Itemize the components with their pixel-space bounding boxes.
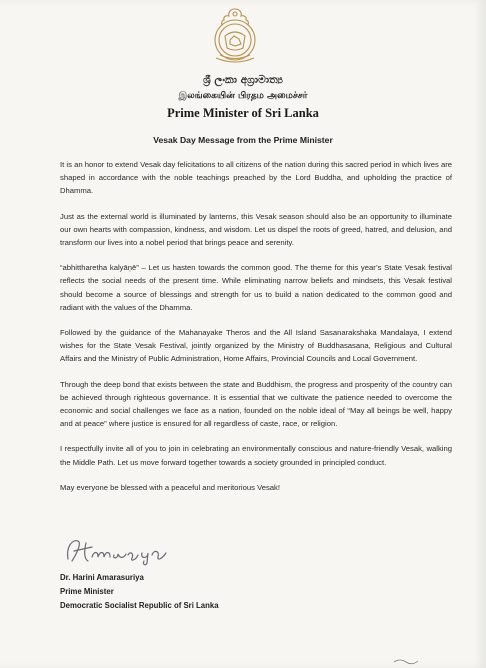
sri-lanka-emblem-icon [208, 6, 262, 68]
signatory-country: Democratic Socialist Republic of Sri Lanka [60, 601, 219, 610]
paragraph: I respectfully invite all of you to join in celebrating an environmentally conscious and nature-friendly Vesak, walking the Middle Path. Let us move forward together towards a society grounded in principled conduct. [60, 444, 452, 467]
paragraph: “abhittharetha kalyāņē” – Let us hasten towards the common good. The theme for this year’s State Vesak festival reflects the social needs of the present time. While eliminating narrow beliefs and mindsets, this Vesak festival should become a source of blessings and strength for us to build a nation dedicated to the common good and radiant with the values of the Dhamma. [60, 263, 452, 312]
paragraph: It is an honor to extend Vesak day felicitations to all citizens of the nation during this sacred period in which lives are shaped in accordance with the noble teachings preached by the Lord Buddha, and upholding the practice of Dhamma. [60, 160, 452, 196]
office-title: Prime Minister of Sri Lanka [167, 106, 319, 120]
scan-mark-icon [392, 656, 422, 666]
tamil-title: இலங்கையின் பிரதம அமைச்சர் [178, 91, 308, 101]
paragraph: Followed by the guidance of the Mahanayake Theros and the All Island Sasanarakshaka Mandalaya, I extend wishes for the State Vesak Festival, jointly organized by the Ministry of Buddhasasana, Religious and Cultural Affairs and the Ministry of Public Administration, Home Affairs, Provincial Councils and Local Government. [60, 328, 452, 364]
paragraph: Just as the external world is illuminated by lanterns, this Vesak season should also be an opportunity to illuminate our own hearts with compassion, kindness, and wisdom. Let us dispel the roots of greed, hatred, and delusion, and transform our lives into a nobel period that brings peace and serenity. [60, 211, 452, 248]
message-heading: Vesak Day Message from the Prime Minister [153, 135, 333, 145]
signatory-position: Prime Minister [60, 587, 114, 596]
handwritten-signature [62, 533, 172, 567]
sinhala-title: ශ්‍රී ලංකා අග්‍රාමාත්‍ය [203, 74, 283, 86]
signatory-name: Dr. Harini Amarasuriya [60, 573, 144, 582]
paragraph: Through the deep bond that exists between the state and Buddhism, the progress and prosperity of the country can be achieved through righteous governance. It is essential that we cultivate the patience needed to overcome the economic and social challenges we face as a nation, founded on the noble ideal of “May all beings be well, happy and at peace” where justice is ensured for all regardless of caste, race, or religion. [60, 379, 452, 429]
message-body [60, 158, 452, 506]
signature-block [60, 571, 219, 613]
paragraph: May everyone be blessed with a peaceful and meritorious Vesak! [60, 482, 281, 492]
